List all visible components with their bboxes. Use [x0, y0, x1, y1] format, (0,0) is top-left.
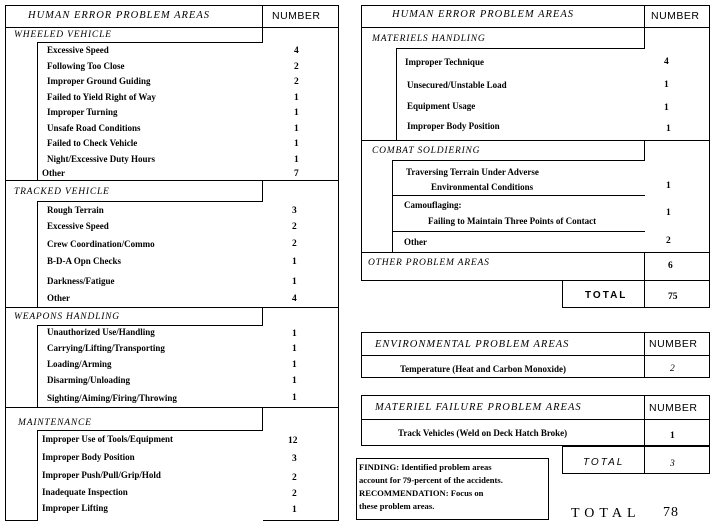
finding-line: FINDING: Identified problem areas: [359, 462, 492, 472]
left-section-divider: [5, 307, 339, 308]
tracked-item-label: Darkness/Fatigue: [47, 276, 115, 286]
materiel-failure-number-header: NUMBER: [649, 402, 698, 414]
tracked-item-value: 4: [292, 294, 297, 304]
materiels-item-label: Equipment Usage: [407, 101, 476, 111]
grand-total-value: 78: [663, 505, 679, 520]
combat-item-value: 2: [666, 236, 671, 246]
wheeled-item-label: Night/Excessive Duty Hours: [47, 154, 155, 164]
wheeled-item-value: 1: [294, 124, 299, 134]
section-title-tracked-vehicle: TRACKED VEHICLE: [14, 187, 110, 197]
maintenance-item-value: 2: [292, 489, 297, 499]
right-table-header: HUMAN ERROR PROBLEM AREAS: [392, 9, 574, 20]
tracked-item-label: Other: [47, 293, 70, 303]
combat-item-label: Other: [404, 237, 427, 247]
weapons-item-label: Carrying/Lifting/Transporting: [47, 343, 165, 353]
environmental-header: ENVIRONMENTAL PROBLEM AREAS: [375, 339, 570, 350]
maintenance-item-label: Improper Lifting: [42, 503, 108, 513]
weapons-item-label: Disarming/Unloading: [47, 375, 131, 385]
combat-item-label: Camouflaging:: [404, 200, 462, 210]
combat-item-label: Traversing Terrain Under Adverse: [406, 167, 539, 177]
tracked-item-value: 2: [292, 222, 297, 232]
wheeled-item-value: 2: [294, 62, 299, 72]
combat-item-label-continued: Failing to Maintain Three Points of Contact: [428, 216, 597, 226]
wheeled-item-label: Other: [42, 168, 65, 178]
right-header-divider: [361, 27, 710, 28]
left-header-divider: [5, 27, 339, 28]
left-section-divider: [5, 180, 339, 181]
tracked-item-value: 3: [292, 206, 297, 216]
section-title-wheeled-vehicle: WHEELED VEHICLE: [14, 30, 112, 40]
maintenance-item-value: 3: [292, 454, 297, 464]
left-table-header: HUMAN ERROR PROBLEM AREAS: [28, 10, 210, 21]
right-number-header: NUMBER: [651, 10, 700, 22]
maintenance-item-value: 12: [288, 436, 298, 446]
tracked-item-value: 1: [292, 277, 297, 287]
weapons-item-value: 1: [292, 329, 297, 339]
finding-line: these problem areas.: [359, 501, 435, 511]
environmental-item-label: Temperature (Heat and Carbon Monoxide): [400, 364, 566, 374]
section-title-other-problem-areas: OTHER PROBLEM AREAS: [368, 258, 490, 268]
materiels-item-label: Unsecured/Unstable Load: [407, 80, 507, 90]
materiel-failure-header: MATERIEL FAILURE PROBLEM AREAS: [375, 402, 582, 413]
wheeled-item-label: Failed to Check Vehicle: [47, 138, 138, 148]
maintenance-item-label: Improper Use of Tools/Equipment: [42, 434, 173, 444]
wheeled-item-value: 2: [294, 77, 299, 87]
combat-item-divider: [392, 195, 645, 196]
weapons-item-label: Loading/Arming: [47, 359, 112, 369]
tracked-item-value: 1: [292, 257, 297, 267]
environmental-header-divider: [361, 355, 710, 356]
materiel-failure-item-value: 1: [670, 431, 675, 441]
right-total-label: TOTAL: [585, 290, 628, 301]
tracked-item-label: Excessive Speed: [47, 221, 109, 231]
materiels-item-value: 1: [666, 124, 671, 134]
wheeled-item-label: Failed to Yield Right of Way: [47, 92, 156, 102]
materiel-failure-number-divider: [644, 395, 645, 446]
right-total-divider: [644, 280, 645, 308]
environmental-number-header: NUMBER: [649, 338, 698, 350]
finding-line: account for 79-percent of the accidents.: [359, 475, 503, 485]
tracked-item-label: Rough Terrain: [47, 205, 104, 215]
finding-line: RECOMMENDATION: Focus on: [359, 488, 484, 498]
section-title-maintenance: MAINTENANCE: [18, 418, 92, 428]
combat-item-value: 1: [666, 208, 671, 218]
combat-item-value: 1: [666, 181, 671, 191]
tracked-vehicle-items-box: [37, 201, 263, 307]
combat-item-divider: [392, 231, 645, 232]
other-problem-areas-value: 6: [668, 261, 673, 271]
wheeled-item-label: Improper Turning: [47, 107, 118, 117]
wheeled-item-label: Unsafe Road Conditions: [47, 123, 141, 133]
tracked-item-label: Crew Coordination/Commo: [47, 239, 155, 249]
materiel-failure-total-value: 3: [670, 459, 675, 469]
maintenance-item-label: Inadequate Inspection: [42, 487, 128, 497]
combat-item-label-continued: Environmental Conditions: [431, 182, 534, 192]
right-total-value: 75: [668, 292, 678, 302]
weapons-item-value: 1: [292, 376, 297, 386]
materiel-failure-total-divider: [644, 446, 645, 474]
wheeled-item-value: 1: [294, 139, 299, 149]
maintenance-item-value: 1: [292, 505, 297, 515]
weapons-item-label: Unauthorized Use/Handling: [47, 327, 155, 337]
right-section-divider: [361, 252, 710, 253]
materiel-failure-header-divider: [361, 419, 710, 420]
finding-text: [359, 461, 549, 513]
materiels-item-value: 1: [664, 103, 669, 113]
wheeled-item-value: 1: [294, 108, 299, 118]
materiels-item-value: 4: [664, 57, 669, 67]
materiel-failure-item-label: Track Vehicles (Weld on Deck Hatch Broke): [398, 428, 568, 438]
weapons-item-value: 1: [292, 360, 297, 370]
materiels-item-label: Improper Body Position: [407, 121, 500, 131]
wheeled-item-label: Following Too Close: [47, 61, 125, 71]
section-title-materiels-handling: MATERIELS HANDLING: [372, 34, 486, 44]
section-title-combat-soldiering: COMBAT SOLDIERING: [372, 146, 481, 156]
left-number-header: NUMBER: [272, 10, 321, 22]
section-title-weapons-handling: WEAPONS HANDLING: [14, 312, 120, 322]
wheeled-item-label: Improper Ground Guiding: [47, 76, 151, 86]
wheeled-item-value: 1: [294, 155, 299, 165]
tracked-item-label: B-D-A Opn Checks: [47, 256, 122, 266]
maintenance-item-label: Improper Push/Pull/Grip/Hold: [42, 470, 161, 480]
materiel-failure-total-label: TOTAL: [583, 457, 625, 468]
right-section-divider: [361, 140, 710, 141]
wheeled-item-value: 4: [294, 46, 299, 56]
materiels-item-label: Improper Technique: [405, 57, 484, 67]
maintenance-item-value: 2: [292, 473, 297, 483]
weapons-item-label: Sighting/Aiming/Firing/Throwing: [47, 393, 177, 403]
left-section-divider: [5, 407, 339, 408]
materiels-item-value: 1: [664, 80, 669, 90]
wheeled-item-value: 7: [294, 169, 299, 179]
maintenance-item-label: Improper Body Position: [42, 452, 135, 462]
wheeled-item-label: Excessive Speed: [47, 45, 109, 55]
wheeled-item-value: 1: [294, 93, 299, 103]
weapons-item-value: 1: [292, 344, 297, 354]
environmental-item-value: 2: [670, 364, 675, 374]
tracked-item-value: 2: [292, 239, 297, 249]
weapons-item-value: 1: [292, 393, 297, 403]
grand-total-label: TOTAL: [571, 506, 641, 521]
